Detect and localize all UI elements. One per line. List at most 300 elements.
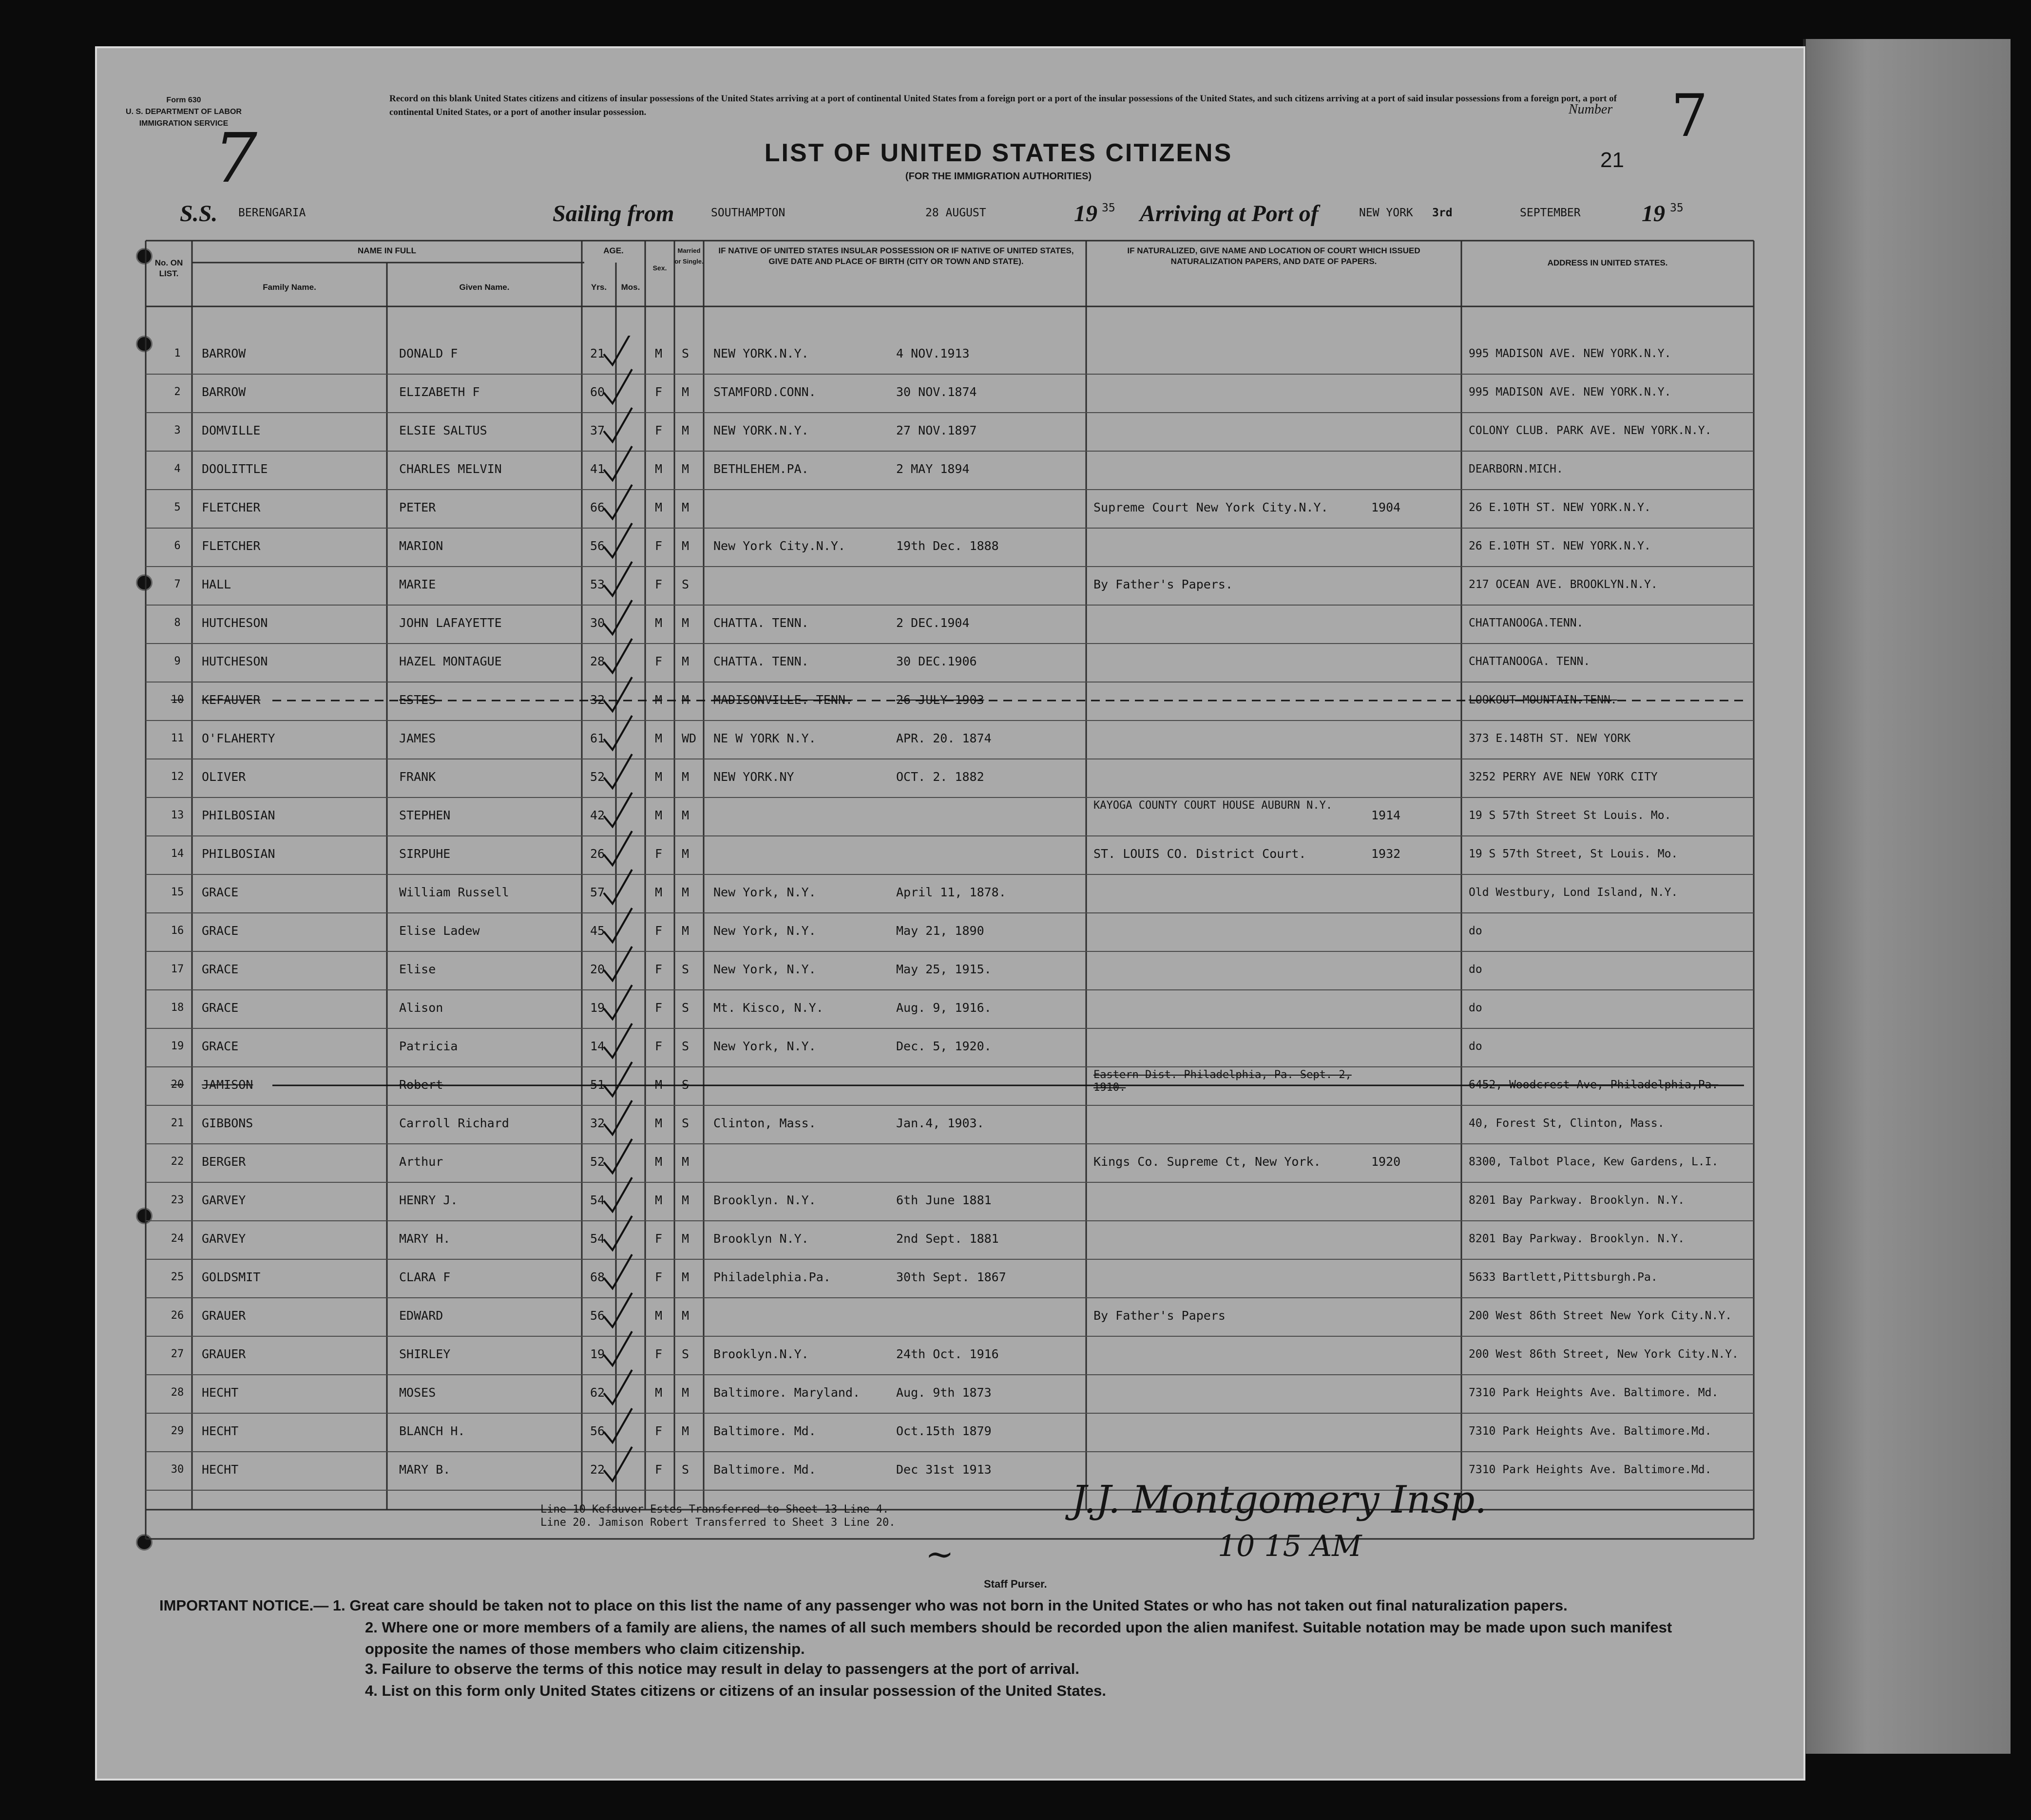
cell-address: 200 West 86th Street, New York City.N.Y. <box>1469 1348 1739 1361</box>
cell-sex: M <box>655 616 663 630</box>
cell-no: 20 <box>171 1079 184 1091</box>
cell-sex: F <box>655 1039 663 1053</box>
cell-family: GRACE <box>202 1039 239 1053</box>
table-row <box>97 836 1805 873</box>
cell-birth-place: NEW YORK.N.Y. <box>713 346 809 360</box>
check-mark <box>604 446 632 480</box>
table-row <box>97 644 1805 681</box>
cell-address: 19 S 57th Street, St Louis. Mo. <box>1469 848 1678 860</box>
cell-nat-date: 1920 <box>1371 1155 1401 1169</box>
check-mark <box>604 870 632 904</box>
cell-address: do <box>1469 925 1482 937</box>
cell-sex: F <box>655 539 663 553</box>
cell-ms: S <box>682 1039 690 1053</box>
cell-yrs: 62 <box>590 1385 605 1400</box>
cell-given: ELSIE SALTUS <box>399 423 487 437</box>
check-mark <box>604 908 632 942</box>
cell-ms: M <box>682 462 690 476</box>
cell-family: HUTCHESON <box>202 654 268 668</box>
cell-family: GRAUER <box>202 1347 246 1361</box>
cell-given: MARY H. <box>399 1232 451 1246</box>
cell-no: 27 <box>171 1348 184 1360</box>
cell-family: FLETCHER <box>202 539 261 553</box>
purser-signature: ~ <box>925 1534 954 1574</box>
cell-address: 373 E.148TH ST. NEW YORK <box>1469 732 1631 745</box>
cell-sex: F <box>655 1347 663 1361</box>
cell-ms: M <box>682 1193 690 1207</box>
cell-address: 200 West 86th Street New York City.N.Y. <box>1469 1309 1732 1322</box>
cell-yrs: 54 <box>590 1193 605 1207</box>
table-row <box>97 374 1805 412</box>
cell-family: DOOLITTLE <box>202 462 268 476</box>
cell-yrs: 51 <box>590 1078 605 1092</box>
cell-no: 14 <box>171 848 184 860</box>
sailing-year-prefix: 19 <box>1074 201 1097 227</box>
cell-family: HALL <box>202 577 231 591</box>
cell-given: MARY B. <box>399 1462 451 1477</box>
cell-yrs: 68 <box>590 1270 605 1284</box>
cell-no: 30 <box>171 1463 184 1476</box>
cell-sex: M <box>655 462 663 476</box>
cell-no: 28 <box>171 1386 184 1399</box>
check-mark <box>604 1408 632 1442</box>
cell-ms: M <box>682 847 690 861</box>
page-title: LIST OF UNITED STATES CITIZENS <box>764 139 1233 167</box>
cell-ms: M <box>682 924 690 938</box>
table-row <box>97 682 1805 720</box>
table-row <box>97 1067 1805 1104</box>
check-mark <box>604 485 632 519</box>
col-birth: IF NATIVE OF UNITED STATES INSULAR POSSESSION OR IF NATIVE OF UNITED STATES, GIVE DATE AND PLACE OF BIRTH (CITY OR TOWN AND STATE). <box>718 246 1074 266</box>
check-mark <box>604 754 632 788</box>
cell-sex: M <box>655 346 663 360</box>
notice-item: 2. Where one or more members of a family are aliens, the names of all such members should be recorded upon the alien manifest. Suitable notation may be made upon such manifest opposite the names of those members who claim citizenship. <box>365 1619 1672 1657</box>
notice-heading: IMPORTANT NOTICE.— <box>159 1597 329 1614</box>
cell-ms: M <box>682 1424 690 1438</box>
cell-given: SIRPUHE <box>399 847 451 861</box>
col-yrs: Yrs. <box>591 283 607 292</box>
cell-sex: F <box>655 962 663 976</box>
cell-address: COLONY CLUB. PARK AVE. NEW YORK.N.Y. <box>1469 424 1712 437</box>
cell-yrs: 32 <box>590 693 605 707</box>
table-row <box>97 1375 1805 1412</box>
cell-birth-date: Aug. 9th 1873 <box>896 1385 992 1400</box>
cell-sex: F <box>655 654 663 668</box>
cell-birth-place: Brooklyn N.Y. <box>713 1232 809 1246</box>
cell-nat: ST. LOUIS CO. District Court. <box>1093 847 1306 861</box>
check-mark <box>604 1062 632 1096</box>
cell-address: CHATTANOOGA. TENN. <box>1469 655 1590 668</box>
sailing-year: 35 <box>1102 202 1115 214</box>
cell-ms: S <box>682 1001 690 1015</box>
cell-yrs: 52 <box>590 1155 605 1169</box>
check-mark <box>604 1100 632 1135</box>
cell-sex: M <box>655 770 663 784</box>
cell-no: 21 <box>171 1117 184 1129</box>
cell-no: 11 <box>171 732 184 744</box>
check-mark <box>604 1293 632 1327</box>
cell-ms: S <box>682 1347 690 1361</box>
preamble-text: Record on this blank United States citizens and citizens of insular possessions of the United States arriving at a port of continental United States from a foreign port or a port of the insular possessions of the United States, and such citizens arriving at a port of said insular possessions from a foreign port, a port of continental United States, or a port of another insular possession. <box>389 94 1617 117</box>
cell-birth-date: May 25, 1915. <box>896 962 992 976</box>
col-married: Married or Single. <box>674 247 704 265</box>
cell-birth-place: Mt. Kisco, N.Y. <box>713 1001 824 1015</box>
cell-yrs: 28 <box>590 654 605 668</box>
cell-family: GOLDSMIT <box>202 1270 261 1284</box>
check-marks <box>599 336 726 1515</box>
cell-given: Elise <box>399 962 436 976</box>
cell-yrs: 53 <box>590 577 605 591</box>
cell-sex: F <box>655 577 663 591</box>
cell-nat: Supreme Court New York City.N.Y. <box>1093 500 1328 514</box>
cell-nat-date: 1914 <box>1371 808 1401 822</box>
cell-given: Robert <box>399 1078 443 1092</box>
cell-given: William Russell <box>399 885 509 899</box>
cell-family: GRACE <box>202 1001 239 1015</box>
cell-birth-place: Baltimore. Md. <box>713 1462 816 1477</box>
ship-name: BERENGARIA <box>238 207 306 219</box>
cell-sex: M <box>655 1308 663 1323</box>
sailing-port: SOUTHAMPTON <box>711 207 786 219</box>
cell-no: 6 <box>174 540 181 552</box>
cell-address: 19 S 57th Street St Louis. Mo. <box>1469 809 1671 822</box>
cell-yrs: 30 <box>590 616 605 630</box>
cell-ms: S <box>682 1078 690 1092</box>
cell-family: HECHT <box>202 1424 239 1438</box>
cell-no: 4 <box>174 463 181 475</box>
cell-family: GRACE <box>202 885 239 899</box>
cell-no: 13 <box>171 809 184 821</box>
cell-yrs: 19 <box>590 1001 605 1015</box>
cell-birth-date: 6th June 1881 <box>896 1193 992 1207</box>
cell-birth-place: Brooklyn.N.Y. <box>713 1347 809 1361</box>
check-mark <box>604 947 632 981</box>
table-row <box>97 797 1805 835</box>
cell-family: GARVEY <box>202 1232 246 1246</box>
cell-birth-date: 26 JULY 1903 <box>896 693 984 707</box>
cell-address: 217 OCEAN AVE. BROOKLYN.N.Y. <box>1469 578 1658 591</box>
table-row <box>97 567 1805 604</box>
cell-sex: M <box>655 885 663 899</box>
table-row <box>97 1144 1805 1181</box>
cell-sex: F <box>655 423 663 437</box>
cell-birth-place: MADISONVILLE. TENN. <box>713 693 853 707</box>
cell-address: 995 MADISON AVE. NEW YORK.N.Y. <box>1469 386 1671 398</box>
cell-birth-place: CHATTA. TENN. <box>713 654 809 668</box>
notice-item: 1. Great care should be taken not to place on this list the name of any passenger who was not born in the United States or who has not taken out final naturalization papers. <box>332 1597 1568 1614</box>
cell-sex: F <box>655 924 663 938</box>
cell-birth-date: Oct.15th 1879 <box>896 1424 992 1438</box>
cell-address: 7310 Park Heights Ave. Baltimore.Md. <box>1469 1463 1712 1476</box>
cell-sex: M <box>655 1385 663 1400</box>
cell-no: 9 <box>174 655 181 667</box>
cell-yrs: 57 <box>590 885 605 899</box>
cell-ms: S <box>682 1462 690 1477</box>
cell-given: CHARLES MELVIN <box>399 462 502 476</box>
cell-ms: M <box>682 500 690 514</box>
table-row <box>97 1028 1805 1066</box>
adjacent-page-edge <box>1803 39 2011 1754</box>
cell-ms: M <box>682 1270 690 1284</box>
cell-birth-place: New York, N.Y. <box>713 962 816 976</box>
arriving-label: Arriving at Port of <box>1140 201 1319 227</box>
notice-item: 3. Failure to observe the terms of this notice may result in delay to passengers at the port of arrival. <box>365 1660 1080 1677</box>
cell-given: JOHN LAFAYETTE <box>399 616 502 630</box>
check-mark <box>604 562 632 596</box>
cell-ms: M <box>682 423 690 437</box>
cell-nat: By Father's Papers <box>1093 1308 1226 1323</box>
cell-given: SHIRLEY <box>399 1347 451 1361</box>
page-subtitle: (FOR THE IMMIGRATION AUTHORITIES) <box>905 171 1092 182</box>
cell-ms: S <box>682 1116 690 1130</box>
col-mos: Mos. <box>621 283 640 292</box>
check-mark <box>604 793 632 827</box>
cell-address: 8201 Bay Parkway. Brooklyn. N.Y. <box>1469 1232 1685 1245</box>
cell-family: HECHT <box>202 1462 239 1477</box>
cell-given: HAZEL MONTAGUE <box>399 654 502 668</box>
cell-address: 995 MADISON AVE. NEW YORK.N.Y. <box>1469 347 1671 360</box>
number-label: Number <box>1569 102 1613 117</box>
handwritten-number: 7 <box>214 119 258 198</box>
cell-yrs: 41 <box>590 462 605 476</box>
cell-given: PETER <box>399 500 436 514</box>
cell-nat: Kings Co. Supreme Ct, New York. <box>1093 1155 1321 1169</box>
cell-birth-date: Dec. 5, 1920. <box>896 1039 992 1053</box>
cell-given: MARIE <box>399 577 436 591</box>
cell-birth-date: Aug. 9, 1916. <box>896 1001 992 1015</box>
cell-family: BARROW <box>202 385 246 399</box>
cell-family: HECHT <box>202 1385 239 1400</box>
cell-given: HENRY J. <box>399 1193 458 1207</box>
cell-yrs: 21 <box>590 346 605 360</box>
table-row <box>97 990 1805 1027</box>
cell-family: PHILBOSIAN <box>202 847 275 861</box>
cell-yrs: 54 <box>590 1232 605 1246</box>
cell-family: GRAUER <box>202 1308 246 1323</box>
cell-given: FRANK <box>399 770 436 784</box>
cell-given: EDWARD <box>399 1308 443 1323</box>
cell-yrs: 56 <box>590 1308 605 1323</box>
cell-birth-date: 30 DEC.1906 <box>896 654 977 668</box>
cell-family: HUTCHESON <box>202 616 268 630</box>
cell-birth-date: 27 NOV.1897 <box>896 423 977 437</box>
cell-given: BLANCH H. <box>399 1424 465 1438</box>
check-mark <box>604 1216 632 1250</box>
cell-birth-date: April 11, 1878. <box>896 885 1006 899</box>
check-mark <box>604 408 632 442</box>
cell-sex: F <box>655 1424 663 1438</box>
col-age: AGE. <box>603 246 624 255</box>
cell-yrs: 32 <box>590 1116 605 1130</box>
check-mark <box>604 831 632 865</box>
inspector-signature: J.J. Montgomery Insp. <box>1072 1478 1487 1522</box>
cell-address: 3252 PERRY AVE NEW YORK CITY <box>1469 771 1658 783</box>
cell-ms: M <box>682 693 690 707</box>
col-family-name: Family Name. <box>263 283 316 292</box>
cell-birth-place: STAMFORD.CONN. <box>713 385 816 399</box>
cell-family: BARROW <box>202 346 246 360</box>
table-row <box>97 951 1805 989</box>
sailing-label: Sailing from <box>553 201 674 227</box>
cell-no: 26 <box>171 1309 184 1322</box>
cell-birth-place: Philadelphia.Pa. <box>713 1270 831 1284</box>
cell-birth-date: 2nd Sept. 1881 <box>896 1232 999 1246</box>
check-mark <box>604 600 632 634</box>
cell-ms: M <box>682 1155 690 1169</box>
col-address: ADDRESS IN UNITED STATES. <box>1547 258 1668 267</box>
cell-birth-place: New York, N.Y. <box>713 924 816 938</box>
cell-birth-place: CHATTA. TENN. <box>713 616 809 630</box>
cell-sex: M <box>655 693 663 707</box>
cell-address: 5633 Bartlett,Pittsburgh.Pa. <box>1469 1271 1658 1284</box>
cell-yrs: 14 <box>590 1039 605 1053</box>
check-mark <box>604 336 632 365</box>
cell-no: 10 <box>171 694 184 706</box>
cell-yrs: 56 <box>590 539 605 553</box>
cell-no: 19 <box>171 1040 184 1052</box>
cell-family: BERGER <box>202 1155 246 1169</box>
cell-family: PHILBOSIAN <box>202 808 275 822</box>
table-row <box>97 1336 1805 1374</box>
cell-nat-date: 1904 <box>1371 500 1401 514</box>
cell-yrs: 42 <box>590 808 605 822</box>
cell-given: CLARA F <box>399 1270 451 1284</box>
cell-ms: S <box>682 346 690 360</box>
table-row <box>97 1413 1805 1451</box>
cell-sex: M <box>655 808 663 822</box>
cell-no: 18 <box>171 1002 184 1014</box>
cell-no: 5 <box>174 501 181 513</box>
cell-ms: M <box>682 808 690 822</box>
cell-address: 6452, Woodcrest Ave, Philadelphia,Pa. <box>1469 1079 1719 1091</box>
table-row <box>97 1182 1805 1220</box>
cell-given: ELIZABETH F <box>399 385 480 399</box>
check-mark <box>604 369 632 403</box>
cell-address: 7310 Park Heights Ave. Baltimore. Md. <box>1469 1386 1719 1399</box>
arrival-port: NEW YORK <box>1359 207 1413 219</box>
check-mark <box>604 1331 632 1365</box>
col-no: No. ON LIST. <box>154 258 183 278</box>
cell-birth-place: Baltimore. Maryland. <box>713 1385 861 1400</box>
check-mark <box>604 1447 632 1481</box>
cell-yrs: 45 <box>590 924 605 938</box>
check-mark <box>604 985 632 1019</box>
check-mark <box>604 1177 632 1212</box>
cell-family: GRACE <box>202 962 239 976</box>
cell-birth-place: NE W YORK N.Y. <box>713 731 816 745</box>
cell-yrs: 61 <box>590 731 605 745</box>
arrival-year-prefix: 19 <box>1642 201 1665 227</box>
cell-birth-place: NEW YORK.N.Y. <box>713 423 809 437</box>
cell-birth-date: 30th Sept. 1867 <box>896 1270 1006 1284</box>
cell-sex: F <box>655 847 663 861</box>
cell-sex: F <box>655 1270 663 1284</box>
cell-given: MOSES <box>399 1385 436 1400</box>
cell-birth-date: Jan.4, 1903. <box>896 1116 984 1130</box>
cell-no: 2 <box>174 386 181 398</box>
check-mark <box>604 1370 632 1404</box>
cell-address: Old Westbury, Lond Island, N.Y. <box>1469 886 1678 899</box>
cell-ms: M <box>682 385 690 399</box>
cell-family: FLETCHER <box>202 500 261 514</box>
cell-birth-place: BETHLEHEM.PA. <box>713 462 809 476</box>
cell-birth-place: NEW YORK.NY <box>713 770 794 784</box>
list-number: 7 <box>1671 82 1708 150</box>
cell-address: 8300, Talbot Place, Kew Gardens, L.I. <box>1469 1156 1719 1168</box>
check-mark <box>604 639 632 673</box>
cell-no: 12 <box>171 771 184 783</box>
cell-no: 25 <box>171 1271 184 1283</box>
form-service-line: IMMIGRATION SERVICE <box>139 119 229 128</box>
check-mark <box>604 677 632 711</box>
cell-given: MARION <box>399 539 443 553</box>
cell-yrs: 37 <box>590 423 605 437</box>
check-mark <box>604 716 632 750</box>
cell-address: do <box>1469 963 1482 976</box>
cell-ms: M <box>682 885 690 899</box>
cell-ms: M <box>682 616 690 630</box>
cell-sex: F <box>655 1232 663 1246</box>
cell-yrs: 20 <box>590 962 605 976</box>
cell-no: 24 <box>171 1232 184 1245</box>
cell-birth-place: New York, N.Y. <box>713 885 816 899</box>
cell-family: GRACE <box>202 924 239 938</box>
col-naturalized: IF NATURALIZED, GIVE NAME AND LOCATION OF COURT WHICH ISSUED NATURALIZATION PAPERS, AND DATE OF PAPERS. <box>1127 246 1420 266</box>
cell-address: do <box>1469 1002 1482 1014</box>
cell-birth-date: 24th Oct. 1916 <box>896 1347 999 1361</box>
table-row <box>97 1221 1805 1258</box>
cell-sex: M <box>655 731 663 745</box>
cell-yrs: 26 <box>590 847 605 861</box>
cell-yrs: 52 <box>590 770 605 784</box>
sheet-number: 21 <box>1600 148 1624 172</box>
cell-birth-date: 2 MAY 1894 <box>896 462 970 476</box>
cell-sex: F <box>655 1001 663 1015</box>
table-row <box>97 490 1805 527</box>
table-row <box>97 451 1805 489</box>
check-mark <box>604 1139 632 1173</box>
col-name-in-full: NAME IN FULL <box>358 246 416 255</box>
cell-family: DOMVILLE <box>202 423 261 437</box>
cell-family: GIBBONS <box>202 1116 253 1130</box>
table-row <box>97 336 1805 373</box>
cell-yrs: 66 <box>590 500 605 514</box>
cell-nat: Eastern Dist. Philadelphia, Pa. Sept. 2, 1910. <box>1093 1069 1352 1094</box>
cell-no: 16 <box>171 925 184 937</box>
cell-given: Elise Ladew <box>399 924 480 938</box>
col-sex: Sex. <box>652 264 667 272</box>
cell-family: OLIVER <box>202 770 246 784</box>
check-mark <box>604 523 632 557</box>
important-notice <box>159 1595 1719 1616</box>
sailing-date: 28 AUGUST <box>925 207 986 219</box>
table-row <box>97 605 1805 643</box>
cell-given: Carroll Richard <box>399 1116 509 1130</box>
table-row <box>97 913 1805 950</box>
cell-birth-date: 19th Dec. 1888 <box>896 539 999 553</box>
cell-sex: F <box>655 1462 663 1477</box>
cell-birth-date: APR. 20. 1874 <box>896 731 992 745</box>
cell-family: GARVEY <box>202 1193 246 1207</box>
cell-address: 7310 Park Heights Ave. Baltimore.Md. <box>1469 1425 1712 1438</box>
notice-item: 4. List on this form only United States citizens or citizens of an insular possession of the United States. <box>365 1682 1106 1699</box>
cell-given: DONALD F <box>399 346 458 360</box>
cell-given: Arthur <box>399 1155 443 1169</box>
inspector-time: 10 15 AM <box>1218 1529 1362 1563</box>
cell-nat: KAYOGA COUNTY COURT HOUSE AUBURN N.Y. <box>1093 799 1333 812</box>
cell-birth-date: 2 DEC.1904 <box>896 616 970 630</box>
cell-ms: M <box>682 1232 690 1246</box>
